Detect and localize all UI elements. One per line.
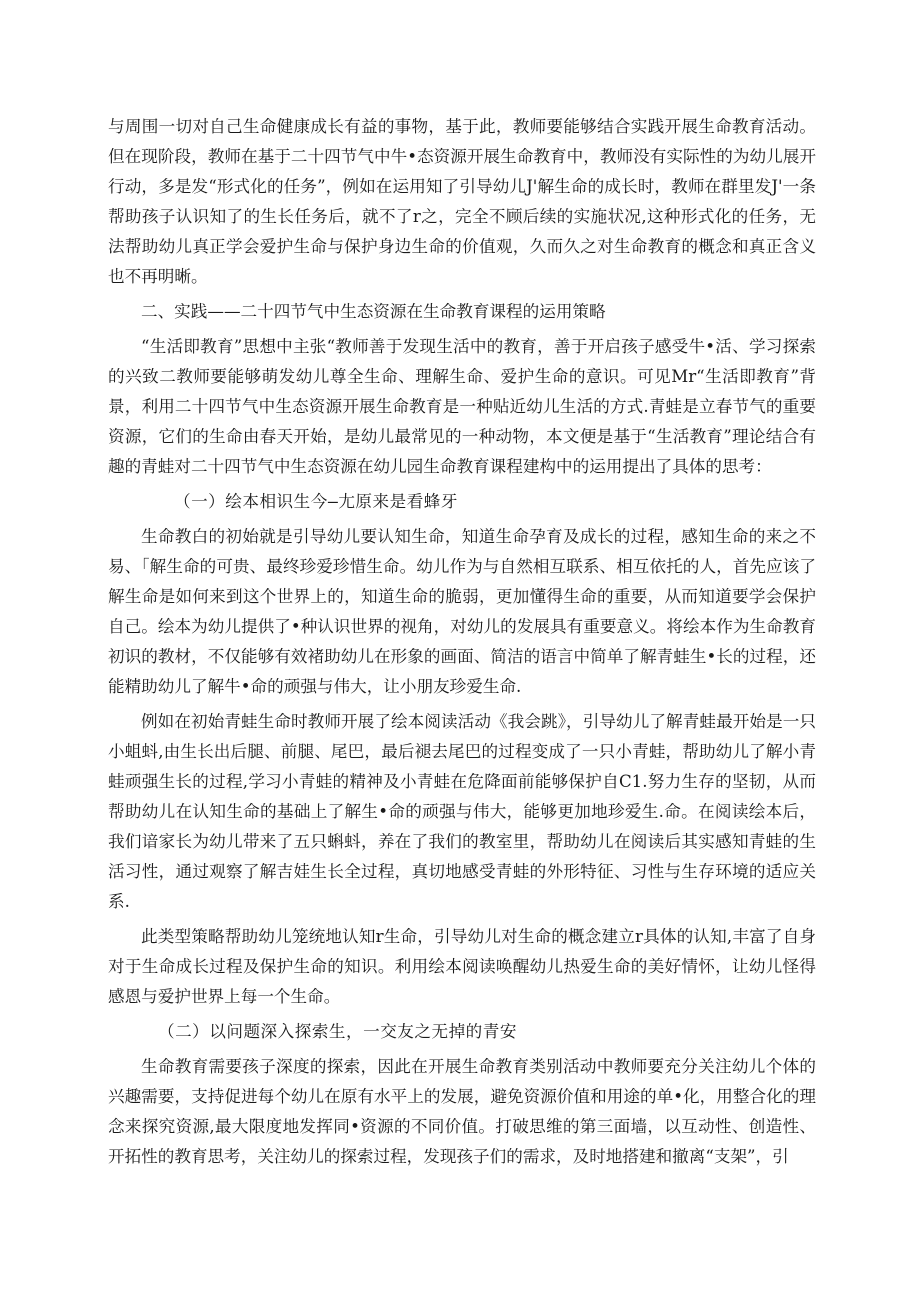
paragraph-strategy: 此类型策略帮助幼儿笼统地认知r生命，引导幼儿对生命的概念建立r具体的认知,丰富了自身对于生命成长过程及保护生命的知识。利用绘本阅读唤醒幼儿热爱生命的美好情怀，让幼儿怪得感恩与爱护世界上每一个生命。 — [108, 927, 816, 1006]
document-page — [108, 112, 816, 1172]
paragraph-example: 例如在初始青蛙生命时教师开展了绘本阅读活动《我会跳》，引导幼儿了解青蛙最开始是一只小蛆蚪,由生长出后腿、前腿、尾巴，最后褪去尾巴的过程变成了一只小青蛙，帮助幼儿了解小青蛙顽强生长的过程,学习小青蛙的精神及小青蛙在危降面前能够保护自C1.努力生存的坚韧，从而帮助幼儿在认知生命的基础上了解生•命的顽强与伟大，能够更加地珍爱生.命。在阅读绘本后，我们谙家长为幼儿带来了五只蝌蚪，养在了我们的教室里，帮助幼儿在阅读后其实感知青蛙的生活习性，通过观察了解吉娃生长全过程，真切地感受青蛙的外形特征、习性与生存环境的适应关系. — [108, 712, 816, 911]
subsection-heading-1: （一）绘本相识生今—尢原来是看蜂牙 — [174, 492, 458, 511]
paragraph-intro: 与周围一切对自己生命健康成长有益的事物，基于此，教师要能够结合实践开展生命教育活动。但在现阶段，教师在基于二十四节气中牛•态资源开展生命教育中，教师没有实际性的为幼儿展开行动，多是发“形式化的任务”，例如在运用知了引导幼儿J'解生命的成长时，教师在群里发J'一条帮助孩子认识知了的生长任务后，就不了r之，完全不顾后续的实施状况,这种形式化的任务，无法帮助幼儿真正学会爱护生命与保护身边生命的价值观，久而久之对生命教育的概念和真正含义也不再明晰。 — [108, 117, 816, 286]
paragraph-exploration: 生命教育需要孩子深度的探索，因此在开展生命教育类别活动中教师要充分关注幼儿个体的兴趣需要，支持促进每个幼儿在原有水平上的发展，避免资源价值和用途的单•化，用整合化的理念来探究资源,最大限度地发挥同•资源的不同价值。打破思维的第三面墙，以互动性、创造性、开拓性的教育思考，关注幼儿的探索过程，发现孩子们的需求，及时地搭建和撤离“支架”，引 — [108, 1057, 816, 1166]
section-heading: 二、实践——二十四节气中生态资源在生命教育课程的运用策略 — [141, 302, 606, 321]
paragraph-picture-book: 生命教白的初始就是引导幼儿要认知生命，知道生命孕育及成长的过程，感知生命的来之不易、「解生命的可贵、最终珍爱珍惜生命。幼儿作为与自然相互联系、相互依托的人，首先应该了解生命是如何来到这个世界上的，知道生命的脆弱，更加懂得生命的重要，从而知道要学会保护自己。绘本为幼儿提供了•种认识世界的视角，对幼儿的发展具有重要意义。将绘本作为生命教育初识的教材，不仅能够有效褚助幼儿在形象的画面、简洁的语言中简单了解青蛙生•长的过程，还能精助幼儿了解牛•命的顽强与伟大，让小朋友珍爱生命. — [108, 527, 816, 696]
subsection-heading-2: （二）以问题深入探索生，一交友之无掉的青安 — [158, 1022, 517, 1041]
paragraph-life-education: “生活即教育”思想中主张“教师善于发现生活中的教育，善于开启孩子感受牛•活、学习探索的兴致二教师要能够萌发幼儿尊全生命、理解生命、爱护生命的意识。可见Mr“生活即教育”背景，利用二十四节气中生态资源开展生命教育是一种贴近幼儿生活的方式.青蛙是立春节气的重要资源，它们的生命由春天开始，是幼儿最常见的一种动物，本文便是基于“生活教育”理论结合有趣的青蛙对二十四节气中生态资源在幼儿园生命教育课程建构中的运用提出了具体的思考： — [108, 337, 816, 476]
